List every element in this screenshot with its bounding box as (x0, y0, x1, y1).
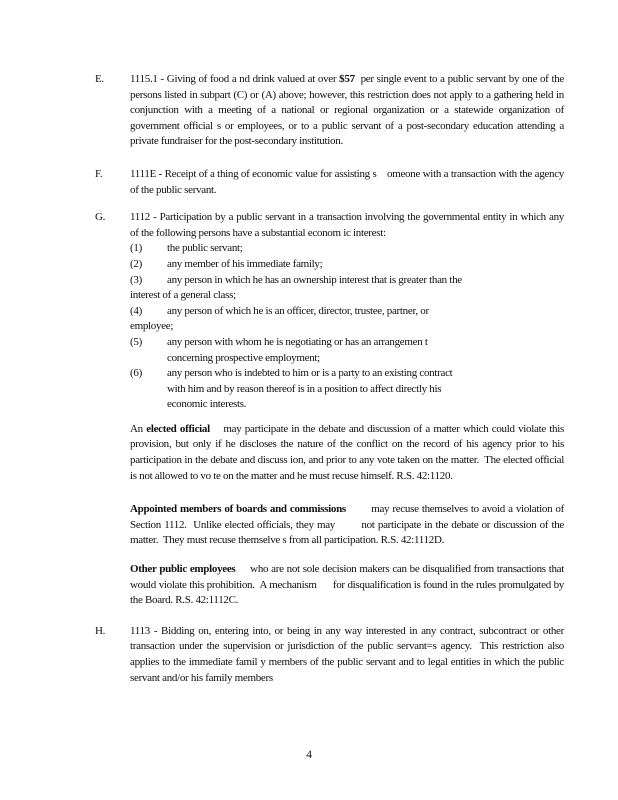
list-text: any person with whom he is negotiating or has an arrangemen t (167, 335, 428, 348)
text-run-bold-lead: Other public employees (130, 563, 236, 576)
list-item-line (130, 241, 564, 257)
list-text: with him and by reason thereof is in a position to affect directly his (167, 382, 442, 395)
list-text: employee; (130, 320, 174, 333)
text-run: 1115.1 - Giving of food a nd drink valued at over (130, 73, 340, 85)
list-item-continuation (130, 382, 564, 398)
paragraph-appointed-members (130, 502, 564, 549)
section-g-body (130, 210, 564, 413)
paragraph-elected-official (130, 422, 564, 484)
text-run-bold-lead: Appointed members of boards and commissions (130, 503, 346, 516)
list-number: (2) (130, 257, 142, 270)
text-run: An (130, 422, 147, 435)
list-number: (6) (130, 367, 142, 380)
list-item-continuation (130, 319, 564, 335)
list-item-line (130, 335, 564, 351)
section-e (95, 72, 564, 150)
page-number: 4 (306, 749, 312, 761)
list-item-continuation (130, 351, 564, 367)
list-number: (3) (130, 273, 142, 286)
list-item-line (130, 366, 564, 382)
section-f-paragraph: 1111E - Receipt of a thing of economic value for assisting s omeone with a transaction with the agency of the public servant. (130, 167, 564, 196)
section-g-letter: G. (95, 211, 106, 224)
section-h-letter: H. (95, 624, 106, 637)
section-f (95, 167, 564, 198)
list-item-continuation (130, 397, 564, 413)
list-number: (5) (130, 335, 142, 348)
list-text: any person of which he is an officer, director, trustee, partner, or (167, 304, 429, 317)
list-text: any person in which he has an ownership interest that is greater than the (167, 273, 462, 286)
list-number: (4) (130, 304, 142, 317)
text-run: who are not sole decision makers can be disqualified from transactions that would violate this prohibition. A mechanism for disqualification is found in the rules promulgated by the Board. R.S. 42:1112C. (130, 563, 564, 607)
text-run-bold-lead: elected official (146, 422, 210, 435)
text-run-bold-amount: $57 (339, 73, 355, 85)
section-h-paragraph: 1113 - Bidding on, entering into, or being in any way interested in any contract, subcontract or other transaction under the supervision or jurisdiction of the public servant=s agency. This restriction also applies to the immediate famil y members of the public servant and to legal entities in which the public servant and/or his family members (130, 624, 564, 684)
list-item-line (130, 257, 564, 273)
list-number: (1) (130, 242, 142, 255)
list-item-continuation (130, 288, 564, 304)
text-run: per single event to a public servant by one of the persons listed in subpart (C) or (A) above; however, this restriction does not apply to a gathering held in conjunction with a meeting of a national or regional organization or a statewide organization of government official s or employees, or to a public servant of a post-secondary education attending a private fundraiser for the post-secondary institution. (130, 73, 564, 148)
section-g-intro: 1112 - Participation by a public servant in a transaction involving the governmental entity in which any of the following persons have a substantial econom ic interest: (130, 211, 564, 239)
list-text: economic interests. (167, 398, 247, 411)
section-g (95, 210, 564, 413)
list-text: concerning prospective employment; (167, 351, 320, 364)
list-text: any member of his immediate family; (167, 257, 323, 270)
page-content (95, 72, 564, 686)
list-text: interest of a general class; (130, 289, 236, 302)
section-e-letter: E. (95, 73, 104, 85)
section-e-paragraph (130, 72, 564, 150)
paragraph-other-public-employees (130, 562, 564, 609)
text-run: may participate in the debate and discussion of a matter which could violate this provision, but only if he discloses the nature of the conflict on the record of his agency prior to his participation in the debate and discuss ion, and prior to any vote taken on the matter. The elected official is not allowed to vo te on the matter and he must recuse himself. R.S. 42:1120. (130, 422, 564, 482)
list-text: the public servant; (167, 242, 243, 255)
text-run: may recuse themselves to avoid a violation of Section 1112. Unlike elected officials, they may not participate in the debate or discussion of the matter. They must recuse themselve s from all participation. R.S. 42:1112D. (130, 503, 564, 547)
list-item-line (130, 304, 564, 320)
list-text: any person who is indebted to him or is a party to an existing contract (167, 367, 453, 380)
list-item-line (130, 273, 564, 289)
section-f-letter: F. (95, 167, 103, 180)
section-h (95, 624, 564, 686)
